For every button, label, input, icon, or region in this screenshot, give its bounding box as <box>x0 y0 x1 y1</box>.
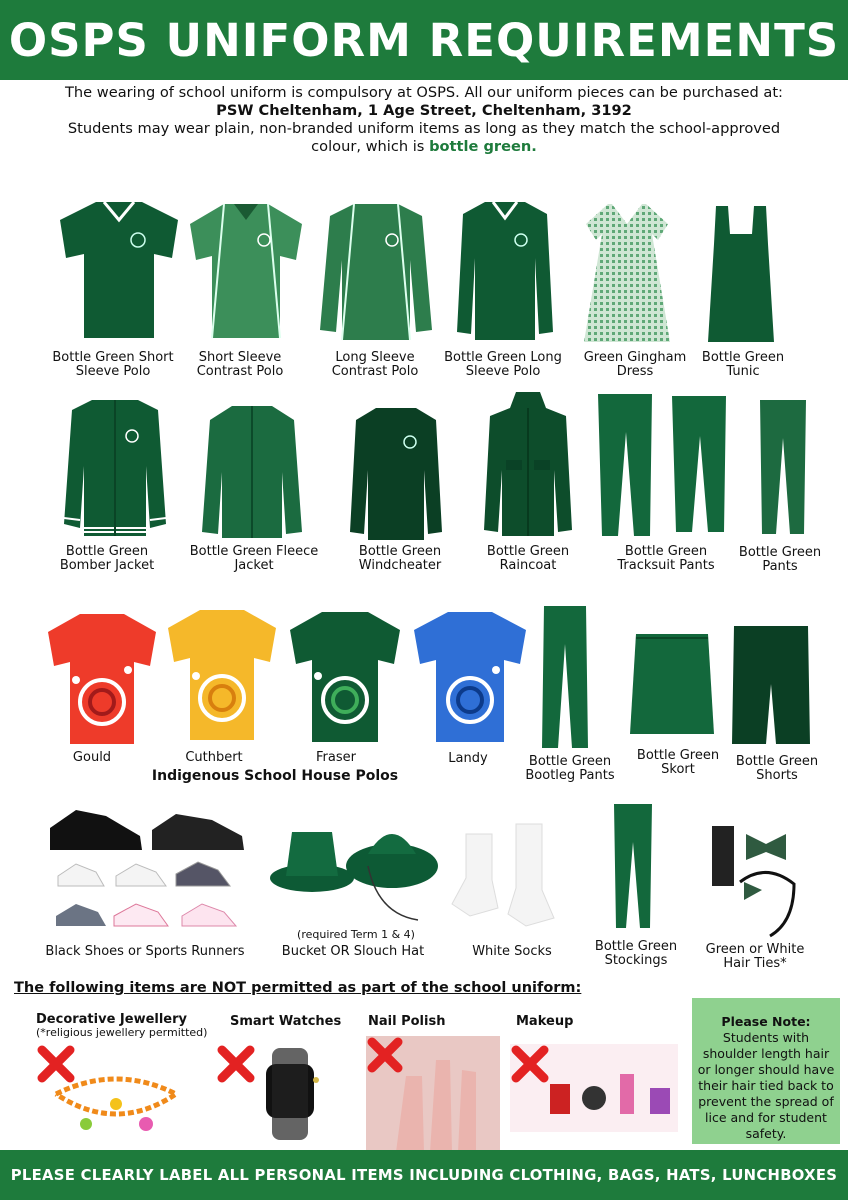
intro-text <box>10 84 838 156</box>
caption-long-sleeve-polo: Bottle Green Long Sleeve Polo <box>444 350 562 379</box>
caption-socks: White Socks <box>472 944 552 959</box>
intro-line-4-text: colour, which is <box>311 138 430 155</box>
note-label: Please Note: <box>721 1014 811 1029</box>
intro-line-1: The wearing of school uniform is compulsory at OSPS. All our uniform pieces can be purchased at: <box>65 84 783 101</box>
contrast-polo-long-image <box>318 200 434 342</box>
caption-long-contrast-polo: Long Sleeve Contrast Polo <box>331 350 419 379</box>
intro-line-4 <box>10 138 838 156</box>
label-jewellery: Decorative Jewellery <box>36 1012 188 1027</box>
pants-image <box>758 398 808 536</box>
caption-shorts: Bottle Green Shorts <box>735 754 819 783</box>
caption-pants: Bottle Green Pants <box>738 545 822 574</box>
caption-stockings: Bottle Green Stockings <box>594 939 678 968</box>
note-text: Students with shoulder length hair or longer should have their hair tied back to prevent the spread of lice and for student safety. <box>697 1030 835 1141</box>
bomber-jacket-image <box>62 396 168 538</box>
nail-polish-image <box>366 1036 500 1152</box>
caption-skort: Bottle Green Skort <box>636 748 720 777</box>
label-makeup: Makeup <box>516 1014 574 1029</box>
footer-banner <box>0 1150 848 1200</box>
not-permitted-title: The following items are NOT permitted as part of the school uniform: <box>14 980 582 996</box>
caption-bootleg-pants: Bottle Green Bootleg Pants <box>525 754 615 783</box>
bottle-green-highlight: bottle green. <box>429 138 537 155</box>
caption-raincoat: Bottle Green Raincoat <box>486 544 570 573</box>
page-title: OSPS UNIFORM REQUIREMENTS <box>8 13 840 67</box>
short-sleeve-polo-image <box>58 198 180 340</box>
caption-hat: Bucket OR Slouch Hat <box>281 944 425 959</box>
hats-image <box>268 814 440 924</box>
caption-shoes: Black Shoes or Sports Runners <box>45 944 245 959</box>
contrast-polo-short-image <box>188 200 304 340</box>
caption-gould: Gould <box>72 750 112 765</box>
skort-image <box>628 632 716 736</box>
intro-line-3: Students may wear plain, non-branded uniform items as long as they match the school-approved <box>67 120 781 137</box>
caption-cuthbert: Cuthbert <box>185 750 243 765</box>
gingham-dress-image <box>582 200 672 344</box>
footer-text: PLEASE CLEARLY LABEL ALL PERSONAL ITEMS INCLUDING CLOTHING, BAGS, HATS, LUNCHBOXES <box>10 1166 838 1184</box>
caption-fraser: Fraser <box>316 750 356 765</box>
house-polos-title: Indigenous School House Polos <box>151 768 399 784</box>
caption-hair-ties: Green or White Hair Ties* <box>705 942 805 971</box>
caption-tunic: Bottle Green Tunic <box>701 350 785 379</box>
landy-polo-image <box>412 608 528 744</box>
gould-polo-image <box>46 610 158 746</box>
caption-short-contrast-polo: Short Sleeve Contrast Polo <box>196 350 284 379</box>
socks-image <box>446 820 560 928</box>
header-banner <box>0 0 848 80</box>
label-jewellery-sub: (*religious jewellery permitted) <box>36 1026 208 1039</box>
shorts-image <box>730 624 812 746</box>
hat-requirement-note: (required Term 1 & 4) <box>297 928 415 941</box>
caption-bomber-jacket: Bottle Green Bomber Jacket <box>59 544 155 573</box>
please-note-box <box>692 998 840 1144</box>
tunic-image <box>706 204 776 344</box>
smart-watch-image <box>214 1044 334 1144</box>
stockings-image <box>612 802 654 930</box>
hair-ties-image <box>710 822 802 940</box>
caption-gingham-dress: Green Gingham Dress <box>583 350 687 379</box>
caption-short-sleeve-polo: Bottle Green Short Sleeve Polo <box>52 350 174 379</box>
makeup-image <box>510 1044 678 1132</box>
jewellery-image <box>36 1044 196 1142</box>
tracksuit-pants-image <box>596 392 736 542</box>
bootleg-pants-image <box>540 604 590 750</box>
label-nail-polish: Nail Polish <box>368 1014 446 1029</box>
caption-fleece-jacket: Bottle Green Fleece Jacket <box>189 544 319 573</box>
store-address: PSW Cheltenham, 1 Age Street, Cheltenham, 3192 <box>216 102 632 119</box>
label-smart-watches: Smart Watches <box>230 1014 342 1029</box>
cuthbert-polo-image <box>166 606 278 742</box>
fraser-polo-image <box>288 608 402 744</box>
raincoat-image <box>482 390 574 538</box>
caption-landy: Landy <box>448 751 488 766</box>
windcheater-image <box>348 404 444 542</box>
fleece-jacket-image <box>200 402 304 540</box>
long-sleeve-polo-image <box>455 198 555 342</box>
caption-windcheater: Bottle Green Windcheater <box>358 544 442 573</box>
shoes-image <box>46 806 246 938</box>
caption-tracksuit-pants: Bottle Green Tracksuit Pants <box>617 544 715 573</box>
